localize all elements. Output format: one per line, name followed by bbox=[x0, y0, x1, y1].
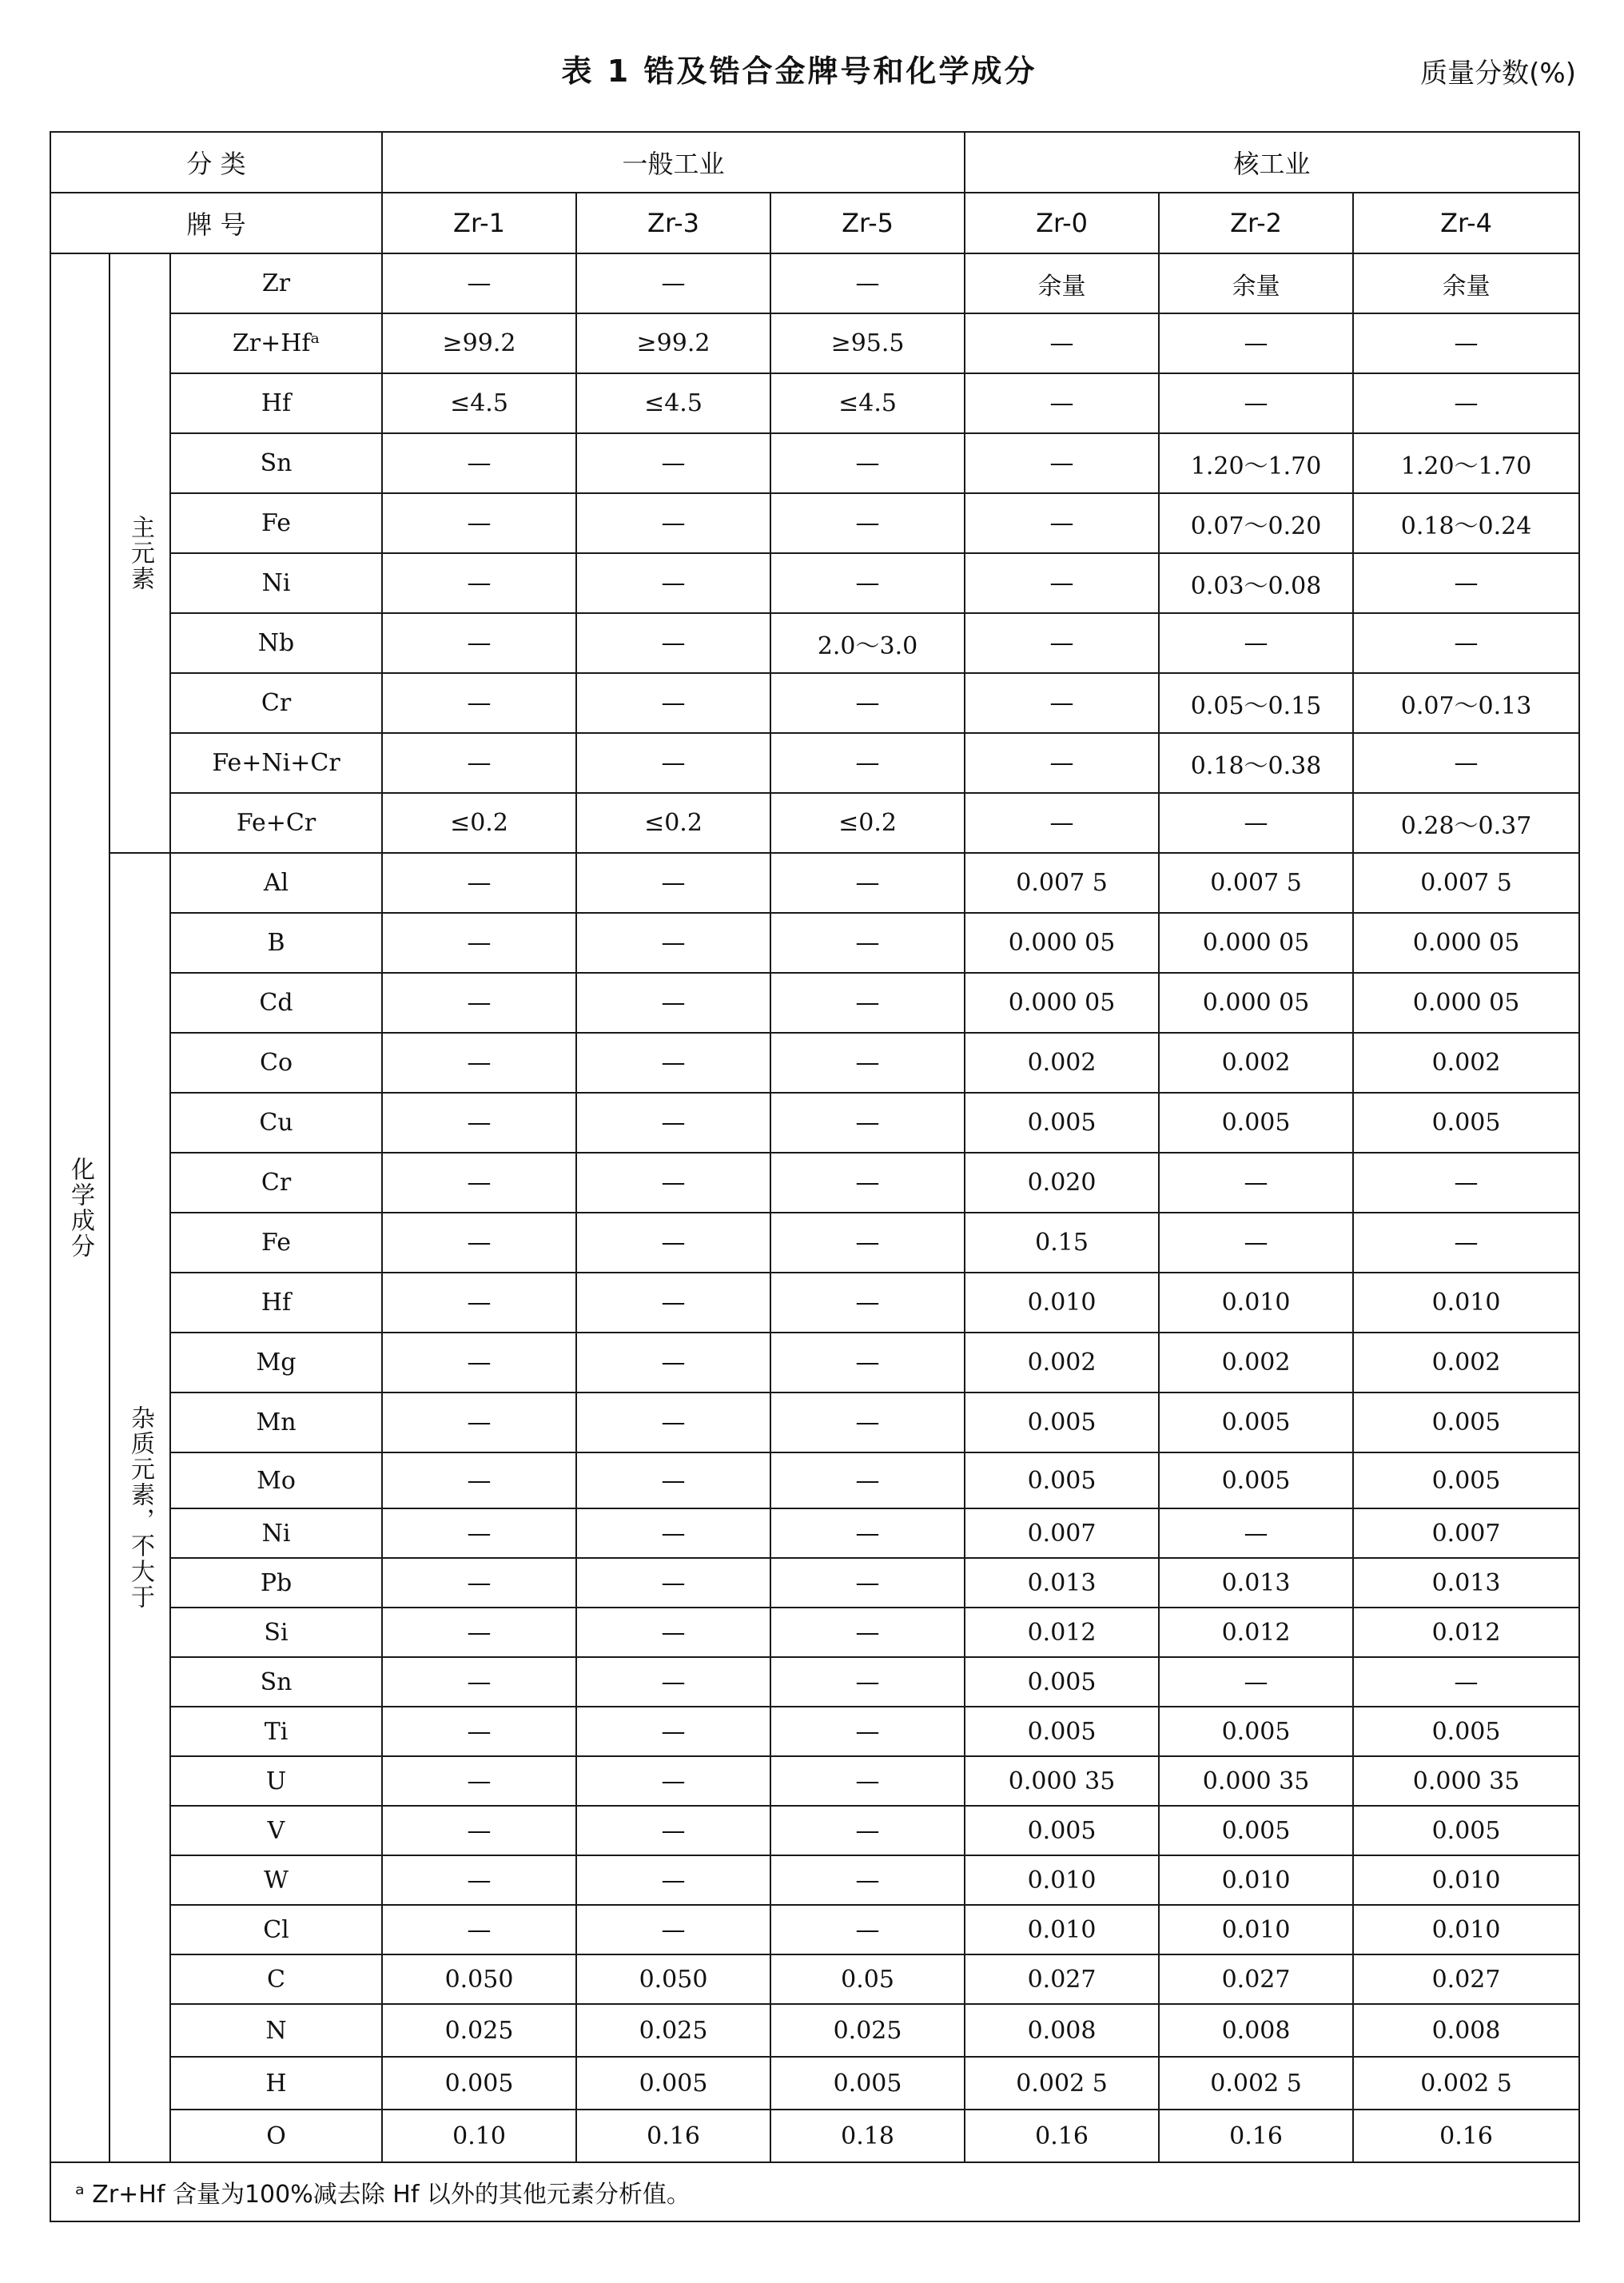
value-cell: — bbox=[965, 433, 1159, 493]
value-cell: — bbox=[382, 1707, 576, 1756]
value-cell: 0.005 bbox=[1159, 1707, 1353, 1756]
value-cell: — bbox=[965, 733, 1159, 793]
grade-zr-4: Zr-4 bbox=[1353, 193, 1579, 253]
value-cell: — bbox=[1159, 1508, 1353, 1558]
value-cell: — bbox=[1353, 313, 1579, 373]
value-cell: 0.010 bbox=[965, 1855, 1159, 1905]
value-cell: — bbox=[1159, 1153, 1353, 1213]
value-cell: — bbox=[1353, 1153, 1579, 1213]
table-row bbox=[50, 1033, 1579, 1093]
table-row bbox=[50, 1093, 1579, 1153]
table-row bbox=[50, 373, 1579, 433]
value-cell: — bbox=[965, 673, 1159, 733]
grade-header: 牌 号 bbox=[50, 193, 382, 253]
element-name: Mg bbox=[170, 1333, 382, 1393]
element-name: Sn bbox=[170, 433, 382, 493]
table-row bbox=[50, 553, 1579, 613]
value-cell: — bbox=[576, 1657, 770, 1707]
value-cell: — bbox=[382, 433, 576, 493]
value-cell: — bbox=[382, 1213, 576, 1273]
value-cell: — bbox=[382, 853, 576, 913]
value-cell: 0.005 bbox=[1159, 1452, 1353, 1508]
value-cell: — bbox=[965, 373, 1159, 433]
value-cell: — bbox=[770, 1657, 965, 1707]
value-cell: 0.005 bbox=[965, 1707, 1159, 1756]
value-cell: 0.012 bbox=[1353, 1608, 1579, 1657]
value-cell: — bbox=[576, 553, 770, 613]
table-row bbox=[50, 1213, 1579, 1273]
table-row bbox=[50, 2110, 1579, 2162]
value-cell: — bbox=[382, 1333, 576, 1393]
value-cell: 0.002 bbox=[1159, 1333, 1353, 1393]
value-cell: — bbox=[576, 1393, 770, 1452]
element-name: Hf bbox=[170, 373, 382, 433]
value-cell: 0.002 bbox=[1353, 1333, 1579, 1393]
value-cell: 0.002 bbox=[965, 1033, 1159, 1093]
value-cell: — bbox=[576, 1905, 770, 1954]
element-name: Sn bbox=[170, 1657, 382, 1707]
element-name: O bbox=[170, 2110, 382, 2162]
element-name: H bbox=[170, 2057, 382, 2110]
value-cell: 0.002 5 bbox=[1159, 2057, 1353, 2110]
grade-zr-1: Zr-1 bbox=[382, 193, 576, 253]
value-cell: 0.025 bbox=[576, 2004, 770, 2057]
value-cell: — bbox=[770, 253, 965, 313]
value-cell: — bbox=[576, 493, 770, 553]
value-cell: 0.002 bbox=[1353, 1033, 1579, 1093]
value-cell: — bbox=[770, 973, 965, 1033]
element-name: Co bbox=[170, 1033, 382, 1093]
value-cell: 0.025 bbox=[770, 2004, 965, 2057]
value-cell: 0.008 bbox=[1353, 2004, 1579, 2057]
value-cell: — bbox=[576, 1273, 770, 1333]
value-cell: 0.16 bbox=[965, 2110, 1159, 2162]
element-name: Ni bbox=[170, 1508, 382, 1558]
value-cell: 0.002 5 bbox=[965, 2057, 1159, 2110]
element-name: Hf bbox=[170, 1273, 382, 1333]
value-cell: — bbox=[382, 733, 576, 793]
table-row bbox=[50, 1806, 1579, 1855]
value-cell: — bbox=[770, 1508, 965, 1558]
element-name: U bbox=[170, 1756, 382, 1806]
composition-table bbox=[50, 131, 1580, 2222]
table-row bbox=[50, 1153, 1579, 1213]
value-cell: — bbox=[576, 1608, 770, 1657]
element-name: Si bbox=[170, 1608, 382, 1657]
value-cell: 0.005 bbox=[1353, 1806, 1579, 1855]
value-cell: — bbox=[576, 253, 770, 313]
table-row bbox=[50, 1508, 1579, 1558]
value-cell: — bbox=[382, 493, 576, 553]
value-cell: — bbox=[576, 673, 770, 733]
value-cell: — bbox=[382, 1756, 576, 1806]
value-cell: — bbox=[770, 1558, 965, 1608]
value-cell: 0.05～0.15 bbox=[1159, 673, 1353, 733]
value-cell: 0.005 bbox=[965, 1806, 1159, 1855]
value-cell: — bbox=[770, 493, 965, 553]
value-cell: — bbox=[770, 1608, 965, 1657]
value-cell: — bbox=[382, 1273, 576, 1333]
element-name: Cl bbox=[170, 1905, 382, 1954]
element-name: Cr bbox=[170, 673, 382, 733]
value-cell: 0.010 bbox=[1353, 1905, 1579, 1954]
value-cell: 0.005 bbox=[965, 1657, 1159, 1707]
value-cell: — bbox=[382, 1153, 576, 1213]
value-cell: 1.20～1.70 bbox=[1353, 433, 1579, 493]
table-row bbox=[50, 1608, 1579, 1657]
category-header: 分 类 bbox=[50, 132, 382, 193]
value-cell: — bbox=[382, 1855, 576, 1905]
value-cell: ≥99.2 bbox=[382, 313, 576, 373]
value-cell: ≤4.5 bbox=[576, 373, 770, 433]
value-cell: — bbox=[1159, 793, 1353, 853]
value-cell: — bbox=[382, 1608, 576, 1657]
value-cell: — bbox=[770, 1093, 965, 1153]
value-cell: 0.050 bbox=[382, 1954, 576, 2004]
value-cell: 0.16 bbox=[576, 2110, 770, 2162]
impurity-elements-label: 杂质元素，不大于 bbox=[109, 853, 170, 2162]
value-cell: — bbox=[382, 1558, 576, 1608]
value-cell: 0.07～0.13 bbox=[1353, 673, 1579, 733]
value-cell: 2.0～3.0 bbox=[770, 613, 965, 673]
grade-zr-2: Zr-2 bbox=[1159, 193, 1353, 253]
table-row bbox=[50, 1707, 1579, 1756]
value-cell: 0.007 5 bbox=[1159, 853, 1353, 913]
value-cell: — bbox=[576, 1333, 770, 1393]
value-cell: 0.005 bbox=[1353, 1093, 1579, 1153]
unit-note: 质量分数(%) bbox=[1420, 58, 1576, 90]
value-cell: 0.005 bbox=[1159, 1393, 1353, 1452]
element-name: Fe+Ni+Cr bbox=[170, 733, 382, 793]
element-name: N bbox=[170, 2004, 382, 2057]
element-name: Cd bbox=[170, 973, 382, 1033]
value-cell: 0.005 bbox=[770, 2057, 965, 2110]
table-row bbox=[50, 1657, 1579, 1707]
value-cell: 余量 bbox=[965, 253, 1159, 313]
value-cell: 0.012 bbox=[1159, 1608, 1353, 1657]
value-cell: — bbox=[382, 1657, 576, 1707]
value-cell: — bbox=[576, 1855, 770, 1905]
value-cell: 0.000 35 bbox=[1159, 1756, 1353, 1806]
value-cell: 0.008 bbox=[965, 2004, 1159, 2057]
value-cell: — bbox=[770, 1707, 965, 1756]
table-row bbox=[50, 1393, 1579, 1452]
main-elements-label: 主元素 bbox=[109, 253, 170, 853]
value-cell: — bbox=[770, 433, 965, 493]
value-cell: — bbox=[382, 1905, 576, 1954]
value-cell: 0.010 bbox=[1159, 1273, 1353, 1333]
value-cell: — bbox=[770, 853, 965, 913]
value-cell: 0.010 bbox=[965, 1905, 1159, 1954]
value-cell: 0.000 05 bbox=[1353, 973, 1579, 1033]
value-cell: — bbox=[1353, 733, 1579, 793]
value-cell: — bbox=[382, 253, 576, 313]
page-title: 表 1 锆及锆合金牌号和化学成分 bbox=[561, 54, 1037, 89]
value-cell: 0.007 bbox=[1353, 1508, 1579, 1558]
value-cell: — bbox=[382, 1508, 576, 1558]
value-cell: 0.012 bbox=[965, 1608, 1159, 1657]
value-cell: 0.005 bbox=[576, 2057, 770, 2110]
value-cell: — bbox=[576, 1806, 770, 1855]
value-cell: 0.005 bbox=[965, 1393, 1159, 1452]
footnote: ᵃ Zr+Hf 含量为100%减去除 Hf 以外的其他元素分析值。 bbox=[50, 2162, 1579, 2221]
element-name: W bbox=[170, 1855, 382, 1905]
value-cell: 0.007 5 bbox=[965, 853, 1159, 913]
value-cell: — bbox=[576, 433, 770, 493]
value-cell: — bbox=[965, 613, 1159, 673]
value-cell: — bbox=[576, 1707, 770, 1756]
table-row bbox=[50, 2057, 1579, 2110]
value-cell: — bbox=[576, 913, 770, 973]
value-cell: 0.000 05 bbox=[1353, 913, 1579, 973]
value-cell: 0.005 bbox=[965, 1093, 1159, 1153]
general-industry-header: 一般工业 bbox=[382, 132, 965, 193]
table-row bbox=[50, 973, 1579, 1033]
value-cell: 余量 bbox=[1353, 253, 1579, 313]
value-cell: 0.005 bbox=[965, 1452, 1159, 1508]
value-cell: — bbox=[1353, 373, 1579, 433]
value-cell: ≥95.5 bbox=[770, 313, 965, 373]
value-cell: — bbox=[770, 1213, 965, 1273]
value-cell: — bbox=[576, 1033, 770, 1093]
value-cell: 0.10 bbox=[382, 2110, 576, 2162]
footnote-row bbox=[50, 2162, 1579, 2221]
value-cell: 0.008 bbox=[1159, 2004, 1353, 2057]
element-name: Mo bbox=[170, 1452, 382, 1508]
table-row bbox=[50, 733, 1579, 793]
value-cell: 0.000 05 bbox=[965, 973, 1159, 1033]
value-cell: — bbox=[576, 1558, 770, 1608]
table-row bbox=[50, 613, 1579, 673]
table-row bbox=[50, 1954, 1579, 2004]
value-cell: — bbox=[576, 613, 770, 673]
value-cell: 0.005 bbox=[382, 2057, 576, 2110]
value-cell: — bbox=[770, 1855, 965, 1905]
grade-zr-3: Zr-3 bbox=[576, 193, 770, 253]
value-cell: 0.020 bbox=[965, 1153, 1159, 1213]
table-row bbox=[50, 1273, 1579, 1333]
value-cell: 0.05 bbox=[770, 1954, 965, 2004]
value-cell: 0.005 bbox=[1353, 1707, 1579, 1756]
element-name: Mn bbox=[170, 1393, 382, 1452]
table-row bbox=[50, 1855, 1579, 1905]
element-name: Cr bbox=[170, 1153, 382, 1213]
value-cell: ≤0.2 bbox=[770, 793, 965, 853]
value-cell: 0.000 35 bbox=[965, 1756, 1159, 1806]
value-cell: — bbox=[770, 1033, 965, 1093]
value-cell: — bbox=[770, 1333, 965, 1393]
value-cell: 0.16 bbox=[1159, 2110, 1353, 2162]
value-cell: — bbox=[1353, 1213, 1579, 1273]
value-cell: — bbox=[1159, 613, 1353, 673]
value-cell: 0.010 bbox=[1353, 1855, 1579, 1905]
table-row bbox=[50, 493, 1579, 553]
value-cell: — bbox=[576, 1756, 770, 1806]
value-cell: 0.010 bbox=[1159, 1905, 1353, 1954]
value-cell: — bbox=[576, 733, 770, 793]
value-cell: — bbox=[576, 853, 770, 913]
value-cell: — bbox=[382, 553, 576, 613]
value-cell: 0.000 35 bbox=[1353, 1756, 1579, 1806]
value-cell: — bbox=[576, 1093, 770, 1153]
value-cell: 0.007 bbox=[965, 1508, 1159, 1558]
value-cell: — bbox=[382, 613, 576, 673]
value-cell: 0.005 bbox=[1159, 1806, 1353, 1855]
value-cell: 0.025 bbox=[382, 2004, 576, 2057]
value-cell: — bbox=[382, 1093, 576, 1153]
value-cell: — bbox=[770, 1452, 965, 1508]
value-cell: ≤0.2 bbox=[576, 793, 770, 853]
value-cell: 0.03～0.08 bbox=[1159, 553, 1353, 613]
value-cell: — bbox=[576, 1153, 770, 1213]
value-cell: ≥99.2 bbox=[576, 313, 770, 373]
table-row bbox=[50, 1756, 1579, 1806]
table-row bbox=[50, 433, 1579, 493]
value-cell: — bbox=[382, 913, 576, 973]
value-cell: — bbox=[382, 673, 576, 733]
element-name: V bbox=[170, 1806, 382, 1855]
header-row-grade bbox=[50, 193, 1579, 253]
value-cell: ≤0.2 bbox=[382, 793, 576, 853]
value-cell: 0.16 bbox=[1353, 2110, 1579, 2162]
value-cell: — bbox=[1159, 1657, 1353, 1707]
value-cell: 0.002 bbox=[965, 1333, 1159, 1393]
value-cell: — bbox=[1353, 613, 1579, 673]
value-cell: 0.18 bbox=[770, 2110, 965, 2162]
value-cell: — bbox=[770, 1756, 965, 1806]
value-cell: 0.28～0.37 bbox=[1353, 793, 1579, 853]
value-cell: — bbox=[382, 1033, 576, 1093]
value-cell: — bbox=[770, 733, 965, 793]
value-cell: — bbox=[770, 673, 965, 733]
value-cell: 0.027 bbox=[1353, 1954, 1579, 2004]
table-row bbox=[50, 1333, 1579, 1393]
value-cell: — bbox=[965, 493, 1159, 553]
value-cell: — bbox=[1159, 373, 1353, 433]
value-cell: 0.007 5 bbox=[1353, 853, 1579, 913]
value-cell: — bbox=[1159, 1213, 1353, 1273]
value-cell: — bbox=[382, 973, 576, 1033]
value-cell: 0.010 bbox=[965, 1273, 1159, 1333]
element-name: Al bbox=[170, 853, 382, 913]
chemical-composition-label: 化学成分 bbox=[50, 253, 109, 2162]
value-cell: 0.002 5 bbox=[1353, 2057, 1579, 2110]
element-name: Zr bbox=[170, 253, 382, 313]
element-name: Zr+Hfᵃ bbox=[170, 313, 382, 373]
table-row bbox=[50, 313, 1579, 373]
grade-zr-5: Zr-5 bbox=[770, 193, 965, 253]
value-cell: — bbox=[965, 793, 1159, 853]
table-row bbox=[50, 253, 1579, 313]
element-name: Cu bbox=[170, 1093, 382, 1153]
value-cell: — bbox=[1159, 313, 1353, 373]
value-cell: — bbox=[576, 1213, 770, 1273]
value-cell: 0.000 05 bbox=[1159, 913, 1353, 973]
value-cell: — bbox=[576, 1452, 770, 1508]
value-cell: — bbox=[770, 553, 965, 613]
value-cell: — bbox=[382, 1452, 576, 1508]
value-cell: — bbox=[382, 1393, 576, 1452]
element-name: Ni bbox=[170, 553, 382, 613]
element-name: Fe bbox=[170, 1213, 382, 1273]
table-row bbox=[50, 793, 1579, 853]
value-cell: 余量 bbox=[1159, 253, 1353, 313]
value-cell: 0.15 bbox=[965, 1213, 1159, 1273]
value-cell: 0.013 bbox=[965, 1558, 1159, 1608]
value-cell: 0.005 bbox=[1353, 1452, 1579, 1508]
value-cell: — bbox=[770, 1393, 965, 1452]
element-name: Fe+Cr bbox=[170, 793, 382, 853]
value-cell: — bbox=[770, 913, 965, 973]
value-cell: ≤4.5 bbox=[770, 373, 965, 433]
value-cell: — bbox=[576, 973, 770, 1033]
value-cell: — bbox=[1353, 1657, 1579, 1707]
value-cell: 0.18～0.24 bbox=[1353, 493, 1579, 553]
value-cell: 0.027 bbox=[965, 1954, 1159, 2004]
value-cell: 0.002 bbox=[1159, 1033, 1353, 1093]
value-cell: 0.027 bbox=[1159, 1954, 1353, 2004]
value-cell: 1.20～1.70 bbox=[1159, 433, 1353, 493]
value-cell: — bbox=[965, 313, 1159, 373]
value-cell: ≤4.5 bbox=[382, 373, 576, 433]
table-row bbox=[50, 913, 1579, 973]
value-cell: — bbox=[770, 1905, 965, 1954]
table-row bbox=[50, 1905, 1579, 1954]
value-cell: — bbox=[770, 1153, 965, 1213]
grade-zr-0: Zr-0 bbox=[965, 193, 1159, 253]
table-row bbox=[50, 673, 1579, 733]
value-cell: 0.013 bbox=[1353, 1558, 1579, 1608]
header-row-category bbox=[50, 132, 1579, 193]
element-name: Ti bbox=[170, 1707, 382, 1756]
value-cell: 0.000 05 bbox=[1159, 973, 1353, 1033]
value-cell: 0.005 bbox=[1159, 1093, 1353, 1153]
value-cell: 0.07～0.20 bbox=[1159, 493, 1353, 553]
value-cell: 0.005 bbox=[1353, 1393, 1579, 1452]
element-name: C bbox=[170, 1954, 382, 2004]
element-name: Fe bbox=[170, 493, 382, 553]
value-cell: — bbox=[1353, 553, 1579, 613]
nuclear-industry-header: 核工业 bbox=[965, 132, 1579, 193]
value-cell: 0.010 bbox=[1159, 1855, 1353, 1905]
value-cell: — bbox=[382, 1806, 576, 1855]
table-row bbox=[50, 2004, 1579, 2057]
value-cell: 0.000 05 bbox=[965, 913, 1159, 973]
value-cell: 0.18～0.38 bbox=[1159, 733, 1353, 793]
value-cell: 0.050 bbox=[576, 1954, 770, 2004]
table-row bbox=[50, 1558, 1579, 1608]
value-cell: 0.013 bbox=[1159, 1558, 1353, 1608]
value-cell: — bbox=[770, 1273, 965, 1333]
element-name: Pb bbox=[170, 1558, 382, 1608]
value-cell: — bbox=[965, 553, 1159, 613]
table-row bbox=[50, 853, 1579, 913]
element-name: Nb bbox=[170, 613, 382, 673]
value-cell: — bbox=[576, 1508, 770, 1558]
value-cell: — bbox=[770, 1806, 965, 1855]
value-cell: 0.010 bbox=[1353, 1273, 1579, 1333]
element-name: B bbox=[170, 913, 382, 973]
table-row bbox=[50, 1452, 1579, 1508]
